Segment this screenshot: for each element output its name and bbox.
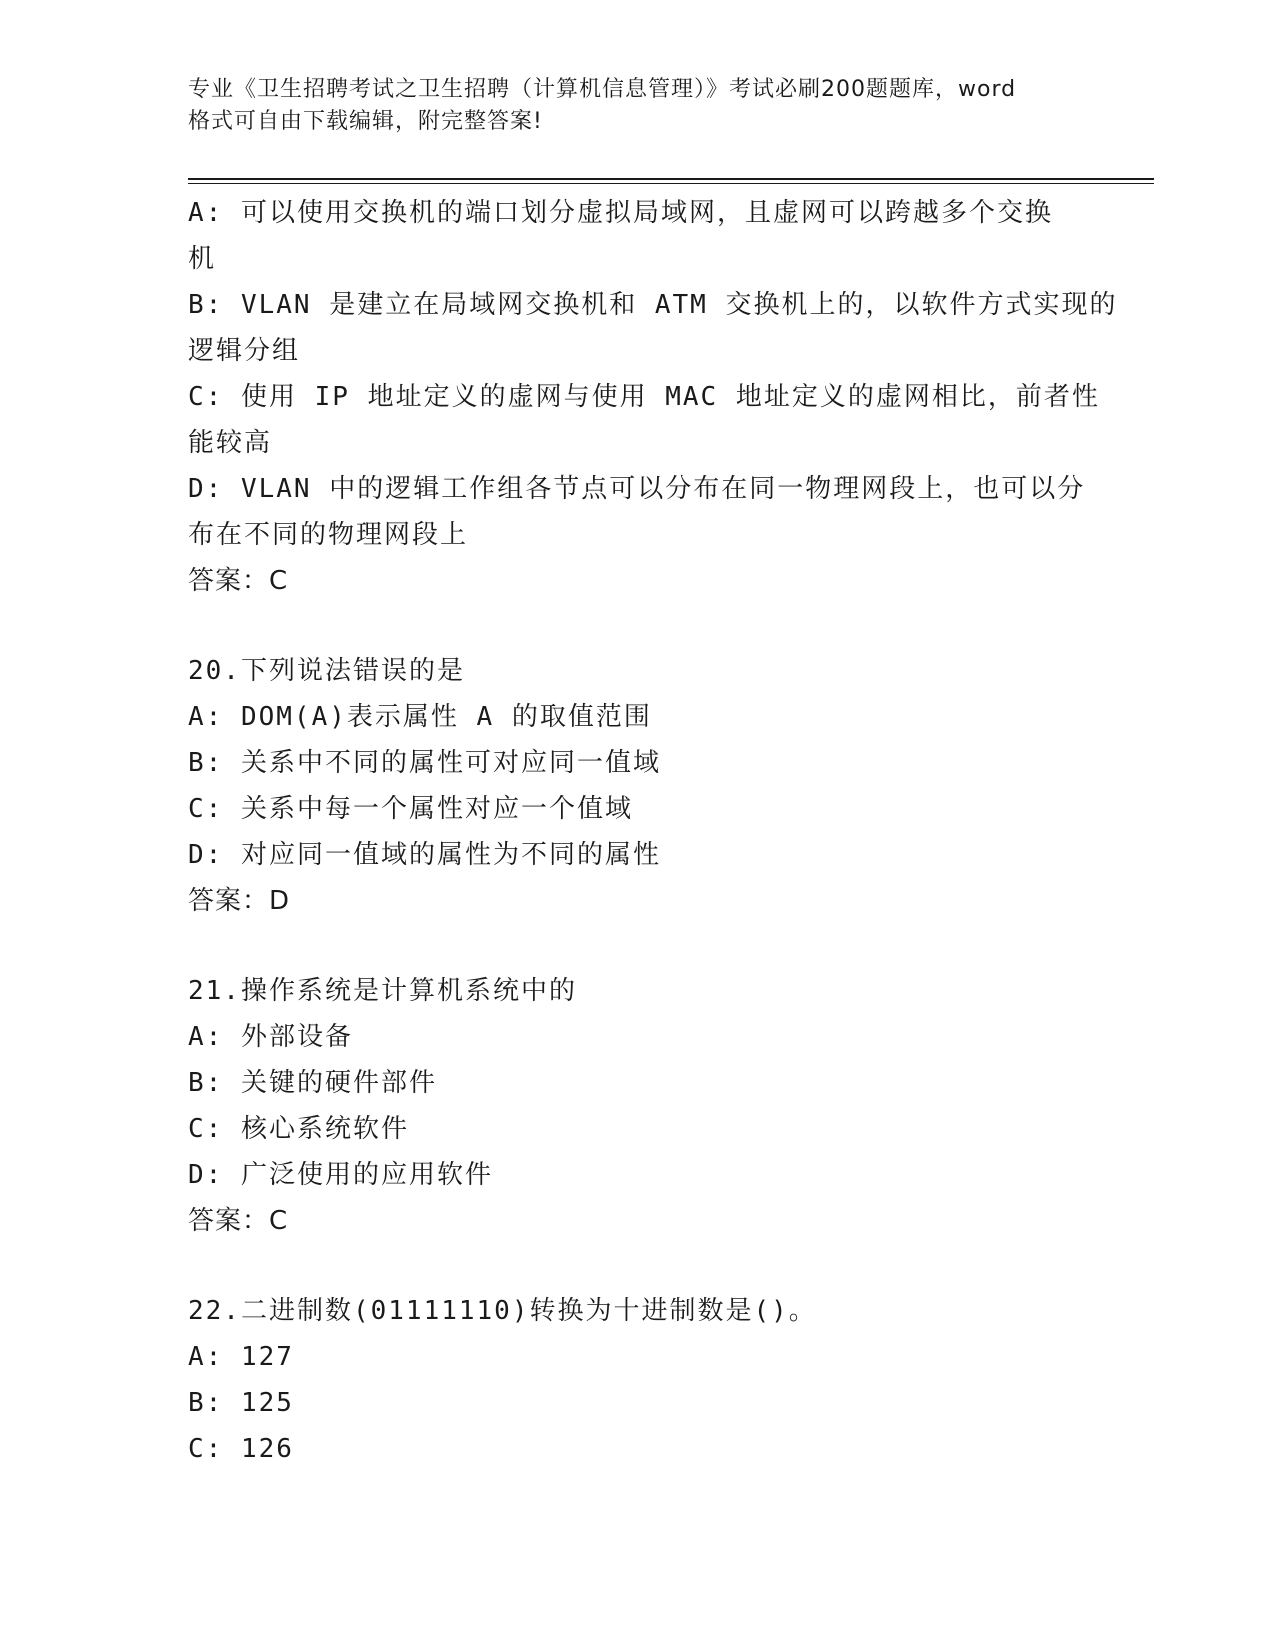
- q22-option-c: C: 126: [188, 1434, 294, 1464]
- q20-answer: 答案：D: [188, 886, 291, 916]
- q20-option-a: A: DOM(A)表示属性 A 的取值范围: [188, 702, 652, 732]
- q20-option-d: D: 对应同一值域的属性为不同的属性: [188, 840, 661, 870]
- q20-option-c: C: 关系中每一个属性对应一个值域: [188, 794, 633, 824]
- question-20-block: [188, 648, 1088, 924]
- q19-option-c-line-1: C: 使用 IP 地址定义的虚网与使用 MAC 地址定义的虚网相比，前者性: [188, 382, 1100, 412]
- question-19-block: [188, 190, 1118, 604]
- q21-answer: 答案：C: [188, 1206, 289, 1236]
- question-content: [188, 190, 1118, 1472]
- spacer: [188, 1244, 1088, 1288]
- header-line-2: 格式可自由下载编辑，附完整答案!: [188, 109, 543, 134]
- q21-option-c: C: 核心系统软件: [188, 1114, 409, 1144]
- header-line-1: 专业《卫生招聘考试之卫生招聘（计算机信息管理）》考试必刷200题题库，word: [188, 77, 1017, 102]
- document-header: [188, 74, 1088, 138]
- header-divider-thick: [188, 178, 1154, 180]
- q19-option-a-line-1: A: 可以使用交换机的端口划分虚拟局域网，且虚网可以跨越多个交换: [188, 198, 1053, 228]
- q19-option-c-line-2: 能较高: [188, 428, 273, 458]
- q20-question: 20.下列说法错误的是: [188, 656, 465, 686]
- q21-option-d: D: 广泛使用的应用软件: [188, 1160, 493, 1190]
- q19-option-d-line-1: D: VLAN 中的逻辑工作组各节点可以分布在同一物理网段上，也可以分: [188, 474, 1086, 504]
- q22-question: 22.二进制数(01111110)转换为十进制数是()。: [188, 1296, 817, 1326]
- q21-option-a: A: 外部设备: [188, 1022, 353, 1052]
- q19-answer: 答案：C: [188, 566, 289, 596]
- q22-option-b: B: 125: [188, 1388, 294, 1418]
- question-21-block: [188, 968, 1088, 1244]
- q19-option-a-line-2: 机: [188, 244, 217, 274]
- header-divider-thin: [188, 183, 1154, 184]
- q21-option-b: B: 关键的硬件部件: [188, 1068, 437, 1098]
- spacer: [188, 604, 1088, 648]
- spacer: [188, 924, 1088, 968]
- q19-option-b-line-2: 逻辑分组: [188, 336, 301, 366]
- q22-option-a: A: 127: [188, 1342, 294, 1372]
- q21-question: 21.操作系统是计算机系统中的: [188, 976, 577, 1006]
- q20-option-b: B: 关系中不同的属性可对应同一值域: [188, 748, 661, 778]
- question-22-block: [188, 1288, 1088, 1472]
- q19-option-d-line-2: 布在不同的物理网段上: [188, 520, 469, 550]
- q19-option-b-line-1: B: VLAN 是建立在局域网交换机和 ATM 交换机上的，以软件方式实现的: [188, 290, 1118, 320]
